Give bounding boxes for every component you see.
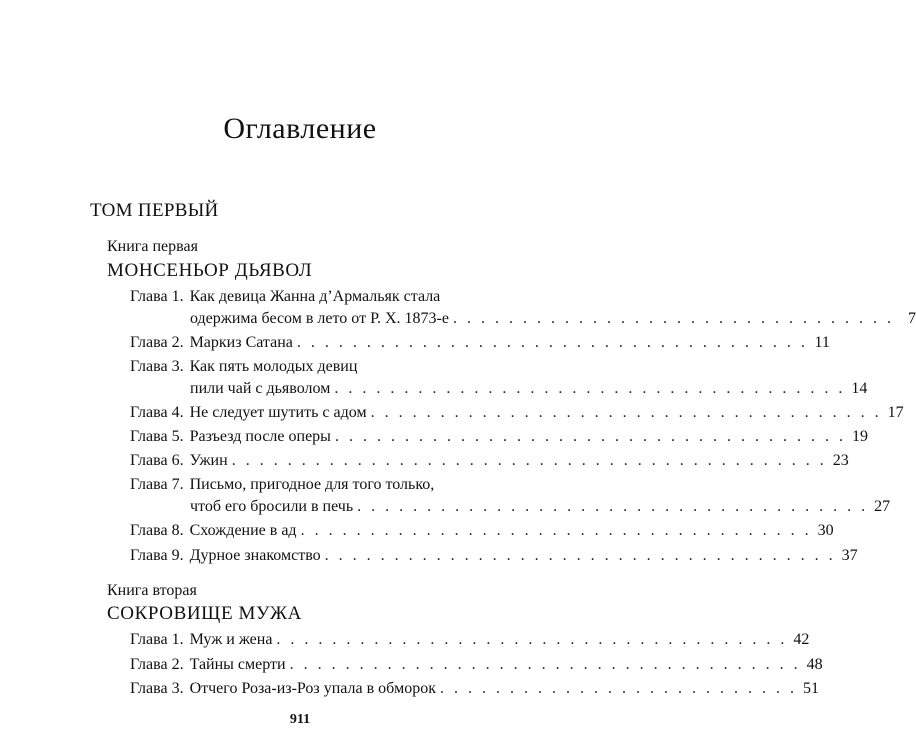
page-ref: 30 <box>817 522 834 539</box>
chapter-number: Глава 8. <box>130 522 184 539</box>
toc-entry <box>130 450 849 472</box>
page-ref: 19 <box>851 428 868 445</box>
chapter-title: Разъезд после оперы <box>189 428 331 445</box>
page-ref: 7 <box>907 310 916 327</box>
chapter-title-continued: пили чай с дьяволом <box>190 380 331 397</box>
page-ref: 42 <box>793 631 810 648</box>
leader-dots: . . . . . . . . . . . . . . . . . . . . . . . . . . . . . . . . . . . . . <box>334 380 846 397</box>
toc-entry <box>130 402 904 424</box>
leader-dots: . . . . . . . . . . . . . . . . . . . . . . . . . . . . . . . . <box>452 310 894 327</box>
toc-entry <box>130 426 868 448</box>
chapter-number: Глава 4. <box>130 404 184 421</box>
chapter-number: Глава 9. <box>130 547 184 564</box>
leader-dots: . . . . . . . . . . . . . . . . . . . . . . . . . . . . . . . . . . . . . <box>276 631 788 648</box>
page-ref: 48 <box>806 656 823 673</box>
toc-entry <box>130 678 820 700</box>
chapter-title-continued: одержима бесом в лето от Р. Х. 1873-е <box>190 310 449 327</box>
chapter-title: Отчего Роза-из-Роз упала в обморок <box>189 680 437 697</box>
book-title: СОКРОВИЩЕ МУЖА <box>107 603 302 624</box>
chapter-number: Глава 7. <box>130 476 184 493</box>
toc-entry <box>130 474 512 496</box>
page-ref: 51 <box>803 680 820 697</box>
chapter-number: Глава 2. <box>130 334 184 351</box>
chapter-title: Схождение в ад <box>189 522 297 539</box>
page-title: Оглавление <box>223 112 377 145</box>
chapter-title: Как девица Жанна д’Армальяк стала <box>189 288 441 305</box>
chapter-title: Как пять молодых девиц <box>189 358 358 375</box>
toc-entry <box>130 545 858 567</box>
toc-entry-continuation <box>130 308 916 330</box>
leader-dots: . . . . . . . . . . . . . . . . . . . . . . . . . . . . . . . . . . . . . <box>296 334 808 351</box>
toc-entry <box>130 286 512 308</box>
chapter-title: Ужин <box>189 452 228 469</box>
book-label: Книга первая <box>107 238 198 255</box>
page-ref: 14 <box>851 380 868 397</box>
chapter-title-continued: чтоб его бросили в печь <box>190 498 354 515</box>
chapter-number: Глава 3. <box>130 358 184 375</box>
chapter-number: Глава 6. <box>130 452 184 469</box>
page-number: 911 <box>289 712 311 727</box>
chapter-number: Глава 1. <box>130 631 184 648</box>
leader-dots: . . . . . . . . . . . . . . . . . . . . . . . . . . . . . . . . . . . . . <box>370 404 882 421</box>
leader-dots: . . . . . . . . . . . . . . . . . . . . . . . . . . . . . . . . . . . . . <box>357 498 869 515</box>
leader-dots: . . . . . . . . . . . . . . . . . . . . . . . . . . <box>440 680 798 697</box>
toc-entry <box>130 332 830 354</box>
page-ref: 11 <box>814 334 830 351</box>
chapter-title: Не следует шутить с адом <box>189 404 367 421</box>
leader-dots: . . . . . . . . . . . . . . . . . . . . . . . . . . . . . . . . . . . . . . . . . . . <box>231 452 827 469</box>
chapter-title: Письмо, пригодное для того только, <box>189 476 435 493</box>
chapter-title: Дурное знакомство <box>189 547 321 564</box>
leader-dots: . . . . . . . . . . . . . . . . . . . . . . . . . . . . . . . . . . . . . <box>289 656 801 673</box>
chapter-title: Маркиз Сатана <box>189 334 293 351</box>
toc-entry-continuation <box>130 496 891 518</box>
page-ref: 23 <box>832 452 849 469</box>
chapter-number: Глава 3. <box>130 680 184 697</box>
page-ref: 27 <box>874 498 891 515</box>
chapter-number: Глава 2. <box>130 656 184 673</box>
chapter-number: Глава 1. <box>130 288 184 305</box>
toc-entry <box>130 356 512 378</box>
book-label: Книга вторая <box>107 582 197 599</box>
book-title: МОНСЕНЬОР ДЬЯВОЛ <box>107 260 313 281</box>
toc-entry-continuation <box>130 378 868 400</box>
chapter-title: Муж и жена <box>189 631 273 648</box>
page-ref: 37 <box>841 547 858 564</box>
volume-heading: ТОМ ПЕРВЫЙ <box>90 200 219 221</box>
chapter-number: Глава 5. <box>130 428 184 445</box>
chapter-title: Тайны смерти <box>189 656 286 673</box>
leader-dots: . . . . . . . . . . . . . . . . . . . . . . . . . . . . . . . . . . . . . <box>324 547 836 564</box>
toc-entry <box>130 654 823 676</box>
leader-dots: . . . . . . . . . . . . . . . . . . . . . . . . . . . . . . . . . . . . . <box>300 522 812 539</box>
page-ref: 17 <box>887 404 904 421</box>
leader-dots: . . . . . . . . . . . . . . . . . . . . . . . . . . . . . . . . . . . . . <box>334 428 846 445</box>
toc-entry <box>130 520 834 542</box>
toc-entry <box>130 629 810 651</box>
